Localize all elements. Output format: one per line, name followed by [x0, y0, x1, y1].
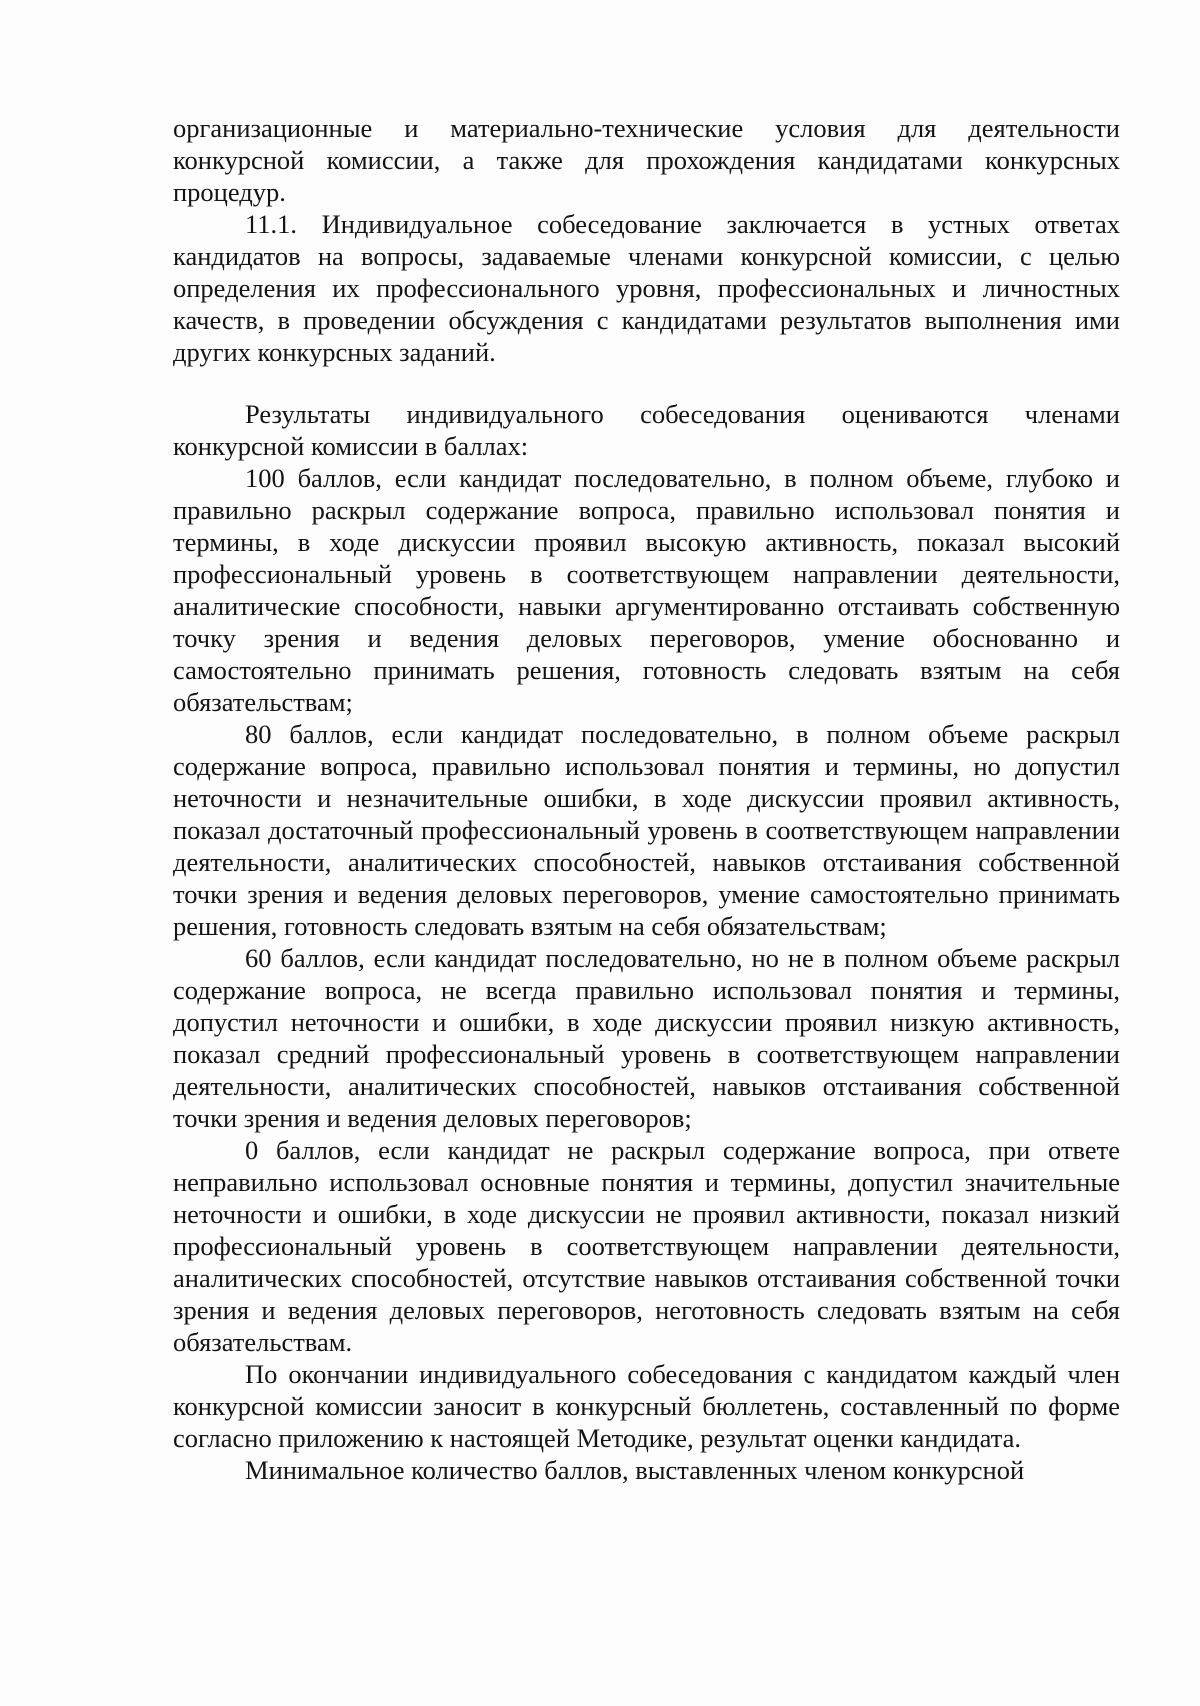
- paragraph-80-points: 80 баллов, если кандидат последовательно, в полном объеме раскрыл содержание вопроса, правильно использовал понятия и термины, но допустил неточности и незначительные ошибки, в ходе дискуссии проявил активность, показал достаточный профессиональный уровень в соответствующем направлении деятельности, аналитических способностей, навыков отстаивания собственной точки зрения и ведения деловых переговоров, умение самостоятельно принимать решения, готовность следовать взятым на себя обязательствам;: [173, 719, 1120, 941]
- paragraph-ballot: По окончании индивидуального собеседования с кандидатом каждый член конкурсной комиссии заносит в конкурсный бюллетень, составленный по форме согласно приложению к настоящей Методике, результат оценки кандидата.: [173, 1359, 1120, 1453]
- paragraph-results-intro: Результаты индивидуального собеседования оцениваются членами конкурсной комиссии в баллах:: [173, 399, 1120, 461]
- paragraph-minimum-score: Минимальное количество баллов, выставленных членом конкурсной: [245, 1455, 1025, 1485]
- paragraph-0-points: 0 баллов, если кандидат не раскрыл содержание вопроса, при ответе неправильно использовал основные понятия и термины, допустил значительные неточности и ошибки, в ходе дискуссии не проявил активности, показал низкий профессиональный уровень в соответствующем направлении деятельности, аналитических способностей, отсутствие навыков отстаивания собственной точки зрения и ведения деловых переговоров, неготовность следовать взятым на себя обязательствам.: [173, 1135, 1120, 1357]
- paragraph-100-points: 100 баллов, если кандидат последовательно, в полном объеме, глубоко и правильно раскрыл содержание вопроса, правильно использовал понятия и термины, в ходе дискуссии проявил высокую активность, показал высокий профессиональный уровень в соответствующем направлении деятельности, аналитические способности, навыки аргументированно отстаивать собственную точку зрения и ведения деловых переговоров, умение обоснованно и самостоятельно принимать решения, готовность следовать взятым на себя обязательствам;: [173, 463, 1120, 717]
- paragraph-continuation: организационные и материально-технические условия для деятельности конкурсной комиссии, а также для прохождения кандидатами конкурсных процедур.: [173, 113, 1120, 207]
- paragraph-60-points: 60 баллов, если кандидат последовательно, но не в полном объеме раскрыл содержание вопроса, не всегда правильно использовал понятия и термины, допустил неточности и ошибки, в ходе дискуссии проявил низкую активность, показал средний профессиональный уровень в соответствующем направлении деятельности, аналитических способностей, навыков отстаивания собственной точки зрения и ведения деловых переговоров;: [173, 943, 1120, 1133]
- paragraph-11-1: 11.1. Индивидуальное собеседование заключается в устных ответах кандидатов на вопросы, задаваемые членами конкурсной комиссии, с целью определения их профессионального уровня, профессиональных и личностных качеств, в проведении обсуждения с кандидатами результатов выполнения ими других конкурсных заданий.: [173, 209, 1120, 367]
- document-body: [173, 112, 1120, 1486]
